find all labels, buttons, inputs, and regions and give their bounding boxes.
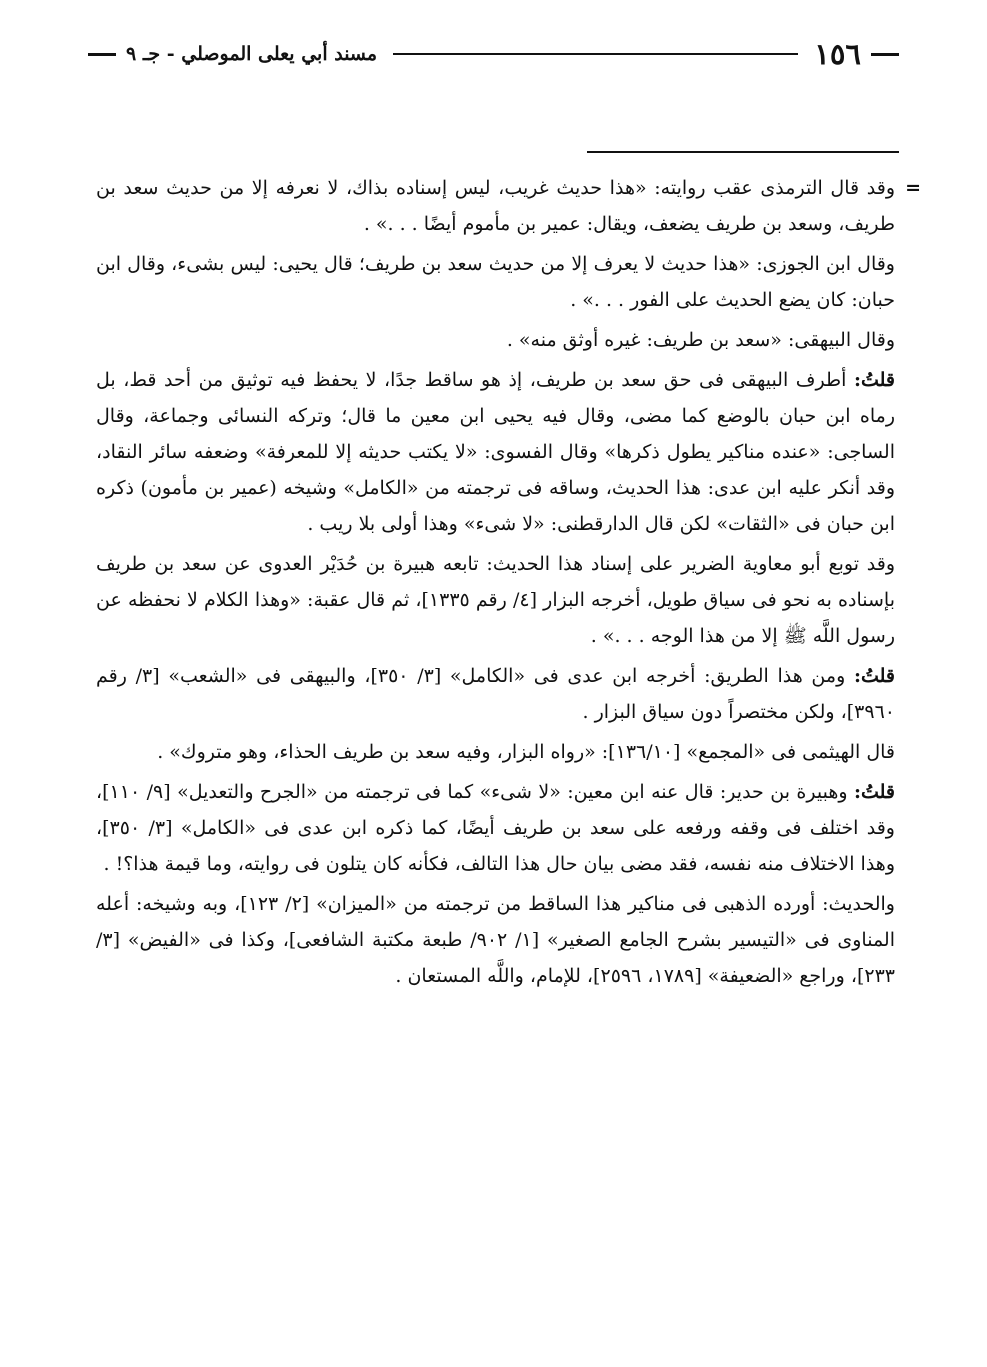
paragraph-text: والحديث: أورده الذهبى فى مناكير هذا الساقط من ترجمته من «الميزان» [٢/ ١٢٣]، وبه وشيخه: أعله المناوى فى «التيسير بشرح الجامع الصغير» [١/ ٩٠٢/ طبعة مكتبة الشافعى]، وكذا فى «الفيض» [٣/ ٢٣٣]، وراجع «الضعيفة» [١٧٨٩، ٢٥٩٦]، للإمام، واللَّه المستعان . <box>96 893 895 987</box>
qult-lead: قلتُ: <box>853 665 895 687</box>
paragraph <box>96 322 895 358</box>
paragraph <box>96 734 895 770</box>
paragraph-text: وقد قال الترمذى عقب روايته: «هذا حديث غريب، ليس إسناده بذاك، لا نعرفه إلا من حديث سعد بن طريف، وسعد بن طريف يضعف، ويقال: عمير بن مأموم أيضًا . . .» . <box>96 177 895 235</box>
paragraph <box>96 170 921 242</box>
paragraph-text: وهبيرة بن حدير: قال عنه ابن معين: «لا شىء» كما فى ترجمته من «الجرح والتعديل» [٩/ ١١٠]، وقد اختلف فى وقفه ورفعه على سعد بن طريف أيضًا، كما ذكره ابن عدى فى «الكامل» [٣/ ٣٥٠]، وهذا الاختلاف منه نفسه، فقد مضى بيان حال هذا التالف، فكأنه كان يتلون فى روايته، وما قيمة هذا؟! . <box>96 781 895 875</box>
running-header <box>88 34 899 74</box>
paragraph-text: وقال البيهقى: «سعد بن طريف: غيره أوثق منه» . <box>506 329 895 351</box>
header-rule <box>393 53 798 55</box>
paragraph <box>96 546 895 654</box>
footnote-separator <box>587 151 899 153</box>
qult-lead: قلتُ: <box>853 369 895 391</box>
header-dash-right <box>871 53 899 56</box>
paragraph-text: وقد توبع أبو معاوية الضرير على إسناد هذا الحديث: تابعه هبيرة بن حُدَيْر العدوى عن سعد بن طريف بإسناده به نحو فى سياق طويل، أخرجه البزار [٤/ رقم ١٣٣٥]، ثم قال عقبة: «وهذا الكلام لا نحفظه عن رسول اللَّه ﷺ إلا من هذا الوجه . . .» . <box>96 553 895 647</box>
running-title: مسند أبي يعلى الموصلي - جـ ٩ <box>126 43 378 65</box>
paragraph-text: أطرف البيهقى فى حق سعد بن طريف، إذ هو ساقط جدًا، لا يحفظ فيه توثيق من أحد قط، بل رماه ابن حبان بالوضع كما مضى، وقال فيه يحيى ابن معين ما قال؛ وتركه النسائى وجماعة، وقال الساجى: «عنده مناكير يطول ذكرها» وقال الفسوى: «لا يكتب حديثه إلا للمعرفة» وضعفه سائر النقاد، وقد أنكر عليه ابن عدى: هذا الحديث، وساقه فى ترجمته من «الكامل» وشيخه (عمير بن مأمون) ذكره ابن حبان فى «الثقات» لكن قال الدارقطنى: «لا شىء» وهذا أولى بلا ريب . <box>96 369 895 535</box>
paragraph <box>96 362 895 542</box>
paragraph <box>96 246 895 318</box>
paragraph <box>96 886 895 994</box>
page-number: ١٥٦ <box>814 37 861 71</box>
paragraph-text: قال الهيثمى فى «المجمع» [١٣٦/١٠]: «رواه البزار، وفيه سعد بن طريف الحذاء، وهو متروك» . <box>157 741 895 763</box>
paragraph <box>96 774 895 882</box>
qult-lead: قلتُ: <box>853 781 895 803</box>
paragraph-text: ومن هذا الطريق: أخرجه ابن عدى فى «الكامل» [٣/ ٣٥٠]، والبيهقى فى «الشعب» [٣/ رقم ٣٩٦٠]، ولكن مختصراً دون سياق البزار . <box>96 665 895 723</box>
header-dash-left <box>88 53 116 56</box>
continuation-mark: = <box>905 177 921 199</box>
paragraph-text: وقال ابن الجوزى: «هذا حديث لا يعرف إلا من حديث سعد بن طريف؛ قال يحيى: ليس بشىء، وقال ابن حبان: كان يضع الحديث على الفور . . .» . <box>96 253 895 311</box>
footnote-body <box>96 170 921 998</box>
paragraph <box>96 658 895 730</box>
